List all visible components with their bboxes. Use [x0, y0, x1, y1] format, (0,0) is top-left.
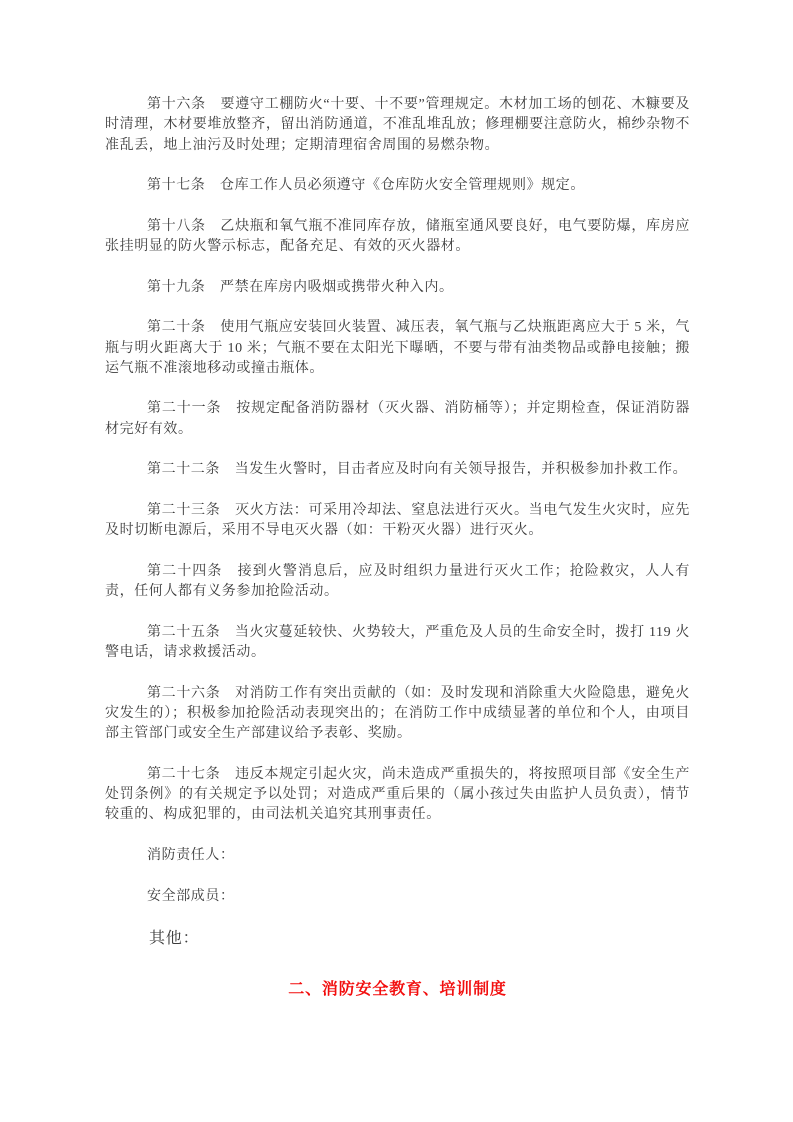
- article-16-paragraph: 第十六条 要遵守工棚防火“十要、十不要”管理规定。木材加工场的刨花、木糠要及时清理，木材要堆放整齐，留出消防通道，不准乱堆乱放；修理棚要注意防火，棉纱杂物不准乱丢，地上油污及时处理；定期清理宿舍周围的易燃杂物。: [105, 97, 690, 153]
- other-label: 其他：: [149, 930, 200, 948]
- fire-responsible-person-line: 消防责任人：: [147, 847, 235, 863]
- article-21-paragraph: 第二十一条 按规定配备消防器材（灭火器、消防桶等）；并定期检查，保证消防器材完好有效。: [105, 401, 690, 437]
- safety-dept-members-line: 安全部成员：: [147, 888, 235, 904]
- article-27-paragraph: 第二十七条 违反本规定引起火灾，尚未造成严重损失的，将按照项目部《安全生产处罚条例》的有关规定予以处罚；对造成严重后果的（属小孩过失由监护人员负责），情节较重的、构成犯罪的，由司法机关追究其刑事责任。: [105, 766, 690, 823]
- article-26-paragraph: 第二十六条 对消防工作有突出贡献的（如：及时发现和消除重大火险隐患，避免火灾发生的）；积极参加抢险活动表现突出的；在消防工作中成绩显著的单位和个人，由项目部主管部门或安全生产部建议给予表彰、奖励。: [105, 685, 690, 742]
- article-22-paragraph: 第二十二条 当发生火警时，目击者应及时向有关领导报告，并积极参加扑救工作。: [147, 462, 688, 478]
- article-17-paragraph: 第十七条 仓库工作人员必须遵守《仓库防火安全管理规则》规定。: [147, 178, 585, 194]
- article-20-paragraph: 第二十条 使用气瓶应安装回火装置、减压表，氧气瓶与乙炔瓶距离应大于 5 米，气瓶与明火距离大于 10 米；气瓶不要在太阳光下曝晒，不要与带有油类物品或静电接触；搬运气瓶不准滚地移动或撞击瓶体。: [105, 320, 690, 376]
- article-25-paragraph: 第二十五条 当火灾蔓延较快、火势较大，严重危及人员的生命安全时，拨打 119 火警电话，请求救援活动。: [105, 624, 690, 661]
- article-23-paragraph: 第二十三条 灭火方法：可采用冷却法、窒息法进行灭火。当电气发生火灾时，应先及时切断电源后，采用不导电灭火器（如：干粉灭火器）进行灭火。: [105, 502, 690, 539]
- section-heading: 二、消防安全教育、培训制度: [288, 981, 507, 999]
- article-19-paragraph: 第十九条 严禁在库房内吸烟或携带火种入内。: [147, 279, 454, 295]
- article-24-paragraph: 第二十四条 接到火警消息后，应及时组织力量进行灭火工作；抢险救灾，人人有责，任何人都有义务参加抢险活动。: [105, 563, 690, 600]
- article-18-paragraph: 第十八条 乙炔瓶和氧气瓶不准同库存放，储瓶室通风要良好，电气要防爆，库房应张挂明显的防火警示标志，配备充足、有效的灭火器材。: [105, 218, 690, 255]
